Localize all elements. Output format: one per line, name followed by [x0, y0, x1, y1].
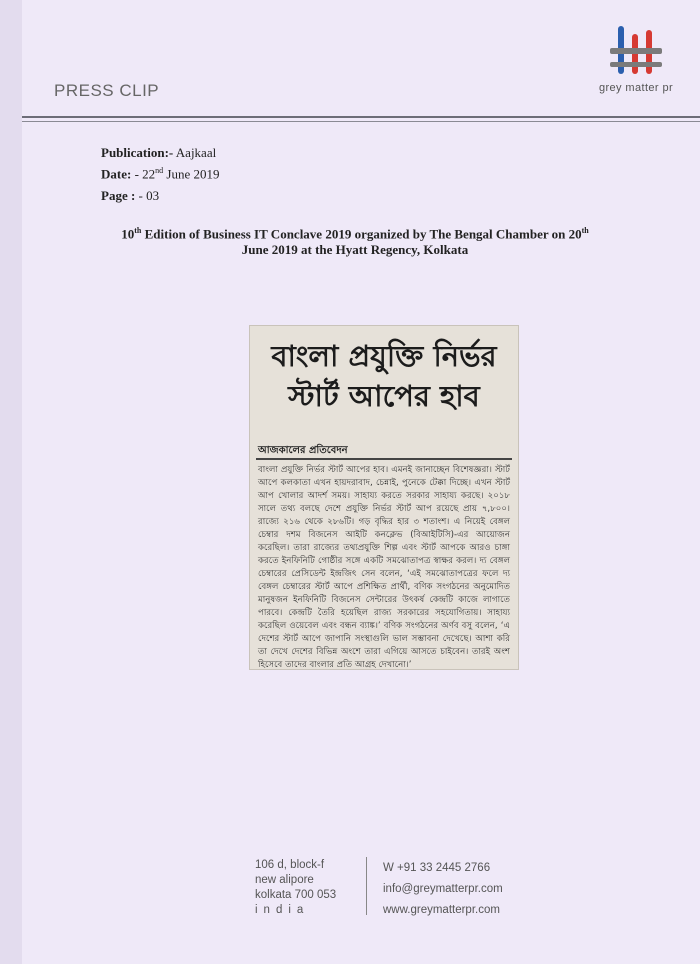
event-title-part1: 10 [121, 226, 135, 242]
footer-divider [366, 857, 367, 915]
date-line [101, 166, 220, 182]
date-value-sup: nd [155, 166, 164, 175]
date-value-suffix: June 2019 [163, 166, 220, 182]
clipping-byline: আজকালের প্রতিবেদন [258, 445, 348, 456]
clipping-headline-line2: স্টার্ট আপের হাব [288, 379, 480, 413]
logo-wordmark: grey matter pr [598, 82, 674, 94]
footer-contact [383, 858, 503, 921]
page-value: - 03 [138, 188, 160, 203]
page-label: Page : [101, 188, 136, 203]
publication-line [101, 145, 216, 161]
address-line-4: india [255, 904, 310, 916]
publication-label: Publication:- [101, 145, 174, 160]
clipping-body: বাংলা প্রযুক্তি নির্ভর স্টার্ট আপের হাব। এমনই জানাচ্ছেন বিশেষজ্ঞরা। স্টার্ট আপে কলকাতা এখন হায়দরাবাদ, চেন্নাই, পুনেকে টেক্কা দিচ্ছে। এখন স্টার্ট আপ খোলার আদর্শ সময়। সাহায্য করতে সরকার সাহায্য করছে। ২০১৮ সালে তথ্য বলছে দেশে প্রযুক্তি নির্ভর স্টার্ট আপ রয়েছে প্রায় ৭,৮০০। রাজ্যে ২১৬ থেকে ২৮৬টি। গড় বৃদ্ধির হার ৩ শতাংশ। এ নিয়েই বেঙ্গল চেম্বার দশম বিজনেস আইটি কনক্লেভ (বিআইটিসি)-এর আয়োজন করেছিল। তারা রাজ্যের তথ্যপ্রযুক্তি শিল্প এবং স্টার্ট আপকে আরও চাঙ্গা করতে ইনফিনিটি গোষ্ঠীর সঙ্গে একটি সমঝোতাপত্র স্বাক্ষর করল। দ্য বেঙ্গল চেম্বারের প্রেসিডেন্ট ইন্দ্রজিৎ সেন বলেন, ‘এই সমঝোতাপত্রের ফলে দ্য বেঙ্গল চেম্বারের স্টার্ট আপে প্রশিক্ষিত প্রার্থী, বণিক সংগঠনের অনুমোদিত মানুষজন ইনফিনিটি বিজনেস সেন্টারের উৎকর্ষ কেন্দ্রটি কাজে লাগাতে পারবে। কেন্দ্রটি তৈরি হয়েছিল রাজ্য সরকারের সহযোগিতায়। সাহায্য করেছিল ওয়েবেল এবং বন্ধন ব্যাঙ্ক।’ বণিক সংগঠনের অর্ণব বসু বলেন, ‘এ দেশের স্টার্ট আপে জাপানি সংস্থাগুলি ভাল সম্ভাবনা দেখেছে। আশা করি তা দেখে দেশের বিভিন্ন অংশে তারা এগিয়ে আসতে চাইবেন। তারই অংশ হিসেবে তাদের বাংলার প্রতি আগ্রহ দেখানো।’ [258, 465, 510, 670]
publication-value: Aajkaal [175, 145, 217, 160]
address-line-2: new alipore [255, 874, 314, 886]
footer-phone: W +91 33 2445 2766 [383, 862, 491, 874]
event-title-part3: June 2019 at the Hyatt Regency, Kolkata [241, 242, 469, 258]
press-clip-label: PRESS CLIP [54, 81, 160, 100]
event-title-sup1: th [134, 226, 142, 235]
footer-email: info@greymatterpr.com [383, 883, 503, 895]
clipping-headline [250, 336, 518, 416]
newspaper-clipping [249, 325, 519, 670]
event-title-sup2: th [581, 226, 589, 235]
logo-bars [610, 26, 662, 74]
grey-matter-logo-icon [606, 22, 666, 80]
header-divider [22, 116, 700, 118]
scan-edge [0, 0, 22, 964]
address-line-3: kolkata 700 053 [255, 889, 337, 901]
date-value-prefix: - 22 [134, 166, 156, 182]
header-divider-thin [22, 121, 700, 122]
footer-address [255, 858, 336, 918]
footer-website: www.greymatterpr.com [383, 904, 500, 916]
event-title-part2: Edition of Business IT Conclave 2019 organized by The Bengal Chamber on 20 [141, 226, 582, 242]
date-label: Date: [101, 166, 132, 182]
address-line-1: 106 d, block-f [255, 859, 325, 871]
clipping-headline-line1: বাংলা প্রযুক্তি নির্ভর [271, 339, 497, 373]
page-line [101, 188, 159, 204]
event-title [95, 223, 615, 258]
